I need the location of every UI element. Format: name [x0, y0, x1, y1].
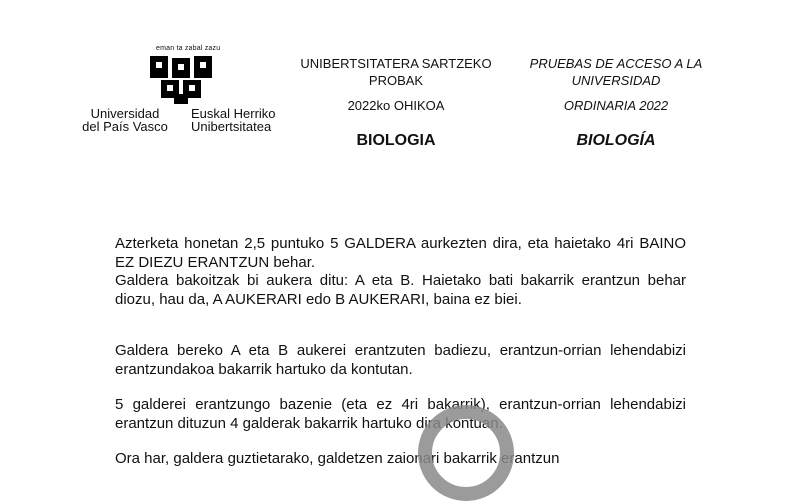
university-name-eu: [191, 107, 276, 133]
subject-es: BIOLOGÍA: [576, 132, 656, 149]
subject-eu: BIOLOGIA: [356, 132, 436, 149]
logo-motto: eman ta zabal zazu: [156, 45, 221, 52]
instruction-paragraph: Galdera bakoitzak bi aukera ditu: A eta B. Haietako bati bakarrik erantzun behar diozu, hau da, A AUKERARI edo B AUKERARI, baina ez biei.: [115, 272, 686, 308]
university-name-eu-line1: Euskal Herriko: [191, 106, 276, 121]
university-logo: [80, 45, 290, 135]
exam-session-eu: 2022ko OHIKOA: [347, 98, 445, 113]
exam-session-es: ORDINARIA 2022: [563, 98, 669, 113]
instruction-paragraph: Ora har, galdera guztietarako, galdetzen zaionari bakarrik erantzun: [115, 450, 560, 467]
instruction-paragraph: Azterketa honetan 2,5 puntuko 5 GALDERA aurkezten dira, eta haietako 4ri BAINO EZ DIEZU ERANTZUN behar.: [115, 235, 686, 271]
instruction-paragraph: Galdera bereko A eta B aukerei erantzuten badiezu, erantzun-orrian lehendabizi erantzundakoa bakarrik hartuko da kontutan.: [115, 342, 686, 378]
exam-title-eu: UNIBERTSITATERA SARTZEKO PROBAK: [300, 56, 492, 88]
upv-ehu-emblem-icon: [148, 54, 214, 104]
university-name-es-line2: del País Vasco: [82, 119, 168, 134]
exam-title-es: PRUEBAS DE ACCESO A LA UNIVERSIDAD: [529, 56, 703, 88]
instruction-paragraph: 5 galderei erantzungo bazenie (eta ez 4ri bakarrik), erantzun-orrian lehendabizi erantzun dituzun 4 galderak bakarrik hartuko dira kontuan.: [115, 396, 686, 432]
loading-spinner-icon: [418, 405, 514, 501]
header-basque: [296, 55, 496, 149]
university-name-es: [80, 107, 170, 133]
header-spanish: [516, 55, 716, 149]
university-name-eu-line2: Unibertsitatea: [191, 119, 272, 134]
instructions: [115, 235, 686, 469]
university-name-es-line1: Universidad: [90, 106, 160, 121]
